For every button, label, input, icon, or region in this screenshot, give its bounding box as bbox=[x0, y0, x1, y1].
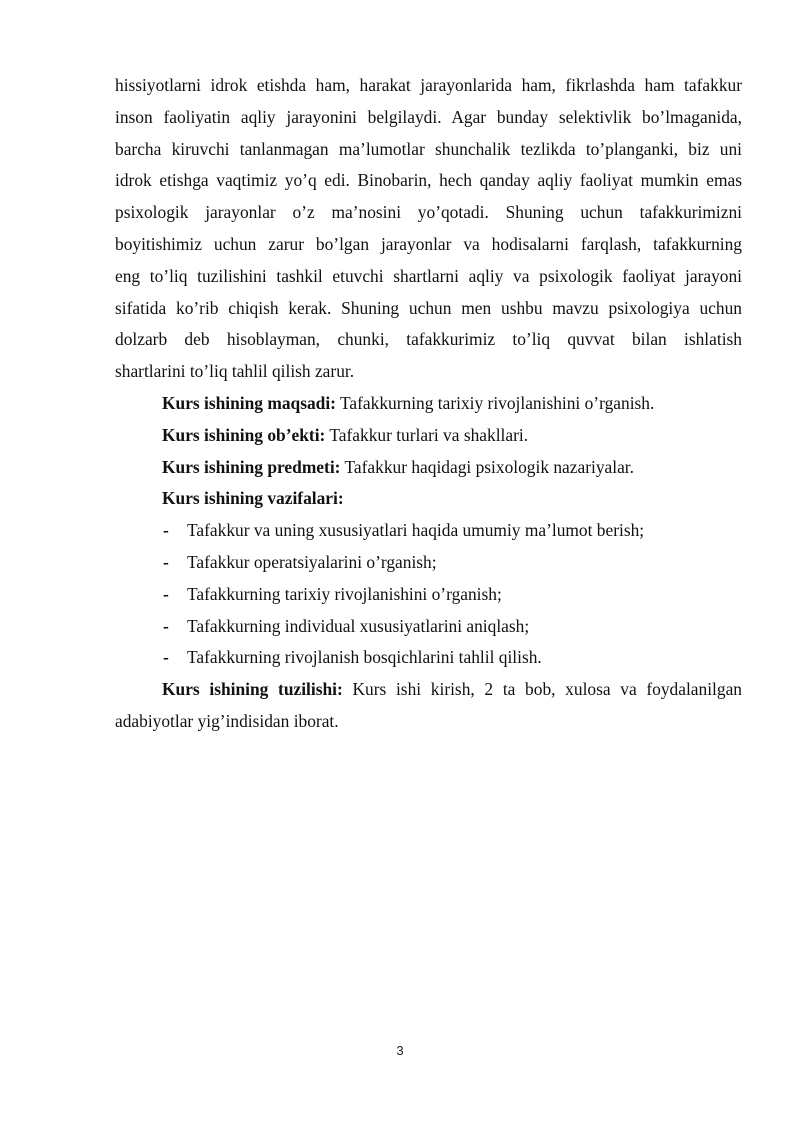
course-structure bbox=[115, 674, 742, 738]
task-list-item bbox=[115, 515, 742, 547]
dash-bullet: - bbox=[163, 615, 169, 636]
course-structure-line bbox=[115, 674, 742, 706]
course-tasks-heading bbox=[115, 483, 742, 515]
task-text: Tafakkur operatsiyalarini o’rganish; bbox=[187, 551, 437, 572]
course-structure-continuation: adabiyotlar yig’indisidan iborat. bbox=[115, 710, 339, 731]
task-text: Tafakkurning individual xususiyatlarini aniqlash; bbox=[187, 615, 530, 636]
course-subject-text: Tafakkur haqidagi psixologik nazariyalar. bbox=[340, 456, 634, 477]
course-tasks-list bbox=[115, 515, 742, 674]
paragraph-line: idrok etishga vaqtimiz yo’q edi. Binobarin, hech qanday aqliy faoliyat mumkin emas bbox=[115, 170, 742, 191]
course-goal-label: Kurs ishining maqsadi: bbox=[162, 392, 336, 413]
course-object-text: Tafakkur turlari va shakllari. bbox=[325, 424, 529, 445]
course-subject-label: Kurs ishining predmeti: bbox=[162, 456, 341, 477]
paragraph-line: eng to’liq tuzilishini tashkil etuvchi shartlarni aqliy va psixologik faoliyat jarayoni bbox=[115, 265, 742, 286]
course-structure-label: Kurs ishining tuzilishi: bbox=[162, 679, 343, 700]
task-text: Tafakkur va uning xususiyatlari haqida umumiy ma’lumot berish; bbox=[187, 520, 645, 541]
page-number: 3 bbox=[396, 1043, 404, 1058]
dash-bullet: - bbox=[163, 583, 169, 604]
course-goal bbox=[115, 388, 742, 420]
task-text: Tafakkurning rivojlanish bosqichlarini tahlil qilish. bbox=[187, 647, 542, 668]
task-list-item bbox=[115, 579, 742, 611]
paragraph-line: boyitishimiz uchun zarur bo’lgan jarayonlar va hodisalarni farqlash, tafakkurning bbox=[115, 233, 742, 254]
dash-bullet: - bbox=[163, 551, 169, 572]
course-subject bbox=[115, 452, 742, 484]
paragraph-line: psixologik jarayonlar o’z ma’nosini yo’qotadi. Shuning uchun tafakkurimizni bbox=[115, 202, 742, 223]
course-tasks-label: Kurs ishining vazifalari: bbox=[162, 488, 344, 509]
dash-bullet: - bbox=[163, 647, 169, 668]
task-list-item bbox=[115, 642, 742, 674]
course-goal-text: Tafakkurning tarixiy rivojlanishini o’rganish. bbox=[335, 392, 655, 413]
task-list-item bbox=[115, 611, 742, 643]
paragraph-line: barcha kiruvchi tanlanmagan ma’lumotlar shunchalik tezlikda to’planganki, biz uni bbox=[115, 138, 742, 159]
paragraph-line: hissiyotlarni idrok etishda ham, harakat jarayonlarida ham, fikrlashda ham tafakkur bbox=[115, 75, 742, 95]
course-object bbox=[115, 420, 742, 452]
dash-bullet: - bbox=[163, 520, 169, 541]
course-structure-text: Kurs ishi kirish, 2 ta bob, xulosa va foydalanilgan bbox=[342, 679, 742, 700]
intro-paragraph bbox=[115, 70, 742, 388]
paragraph-line: sifatida ko’rib chiqish kerak. Shuning uchun men ushbu mavzu psixologiya uchun bbox=[115, 297, 742, 318]
task-text: Tafakkurning tarixiy rivojlanishini o’rganish; bbox=[187, 583, 502, 604]
course-object-label: Kurs ishining ob’ekti: bbox=[162, 424, 326, 445]
paragraph-line: shartlarini to’liq tahlil qilish zarur. bbox=[115, 361, 355, 382]
paragraph-line: dolzarb deb hisoblayman, chunki, tafakkurimiz to’liq quvvat bilan ishlatish bbox=[115, 329, 742, 350]
document-body bbox=[115, 70, 742, 738]
paragraph-line: inson faoliyatin aqliy jarayonini belgilaydi. Agar bunday selektivlik bo’lmaganida, bbox=[115, 106, 742, 127]
task-list-item bbox=[115, 547, 742, 579]
